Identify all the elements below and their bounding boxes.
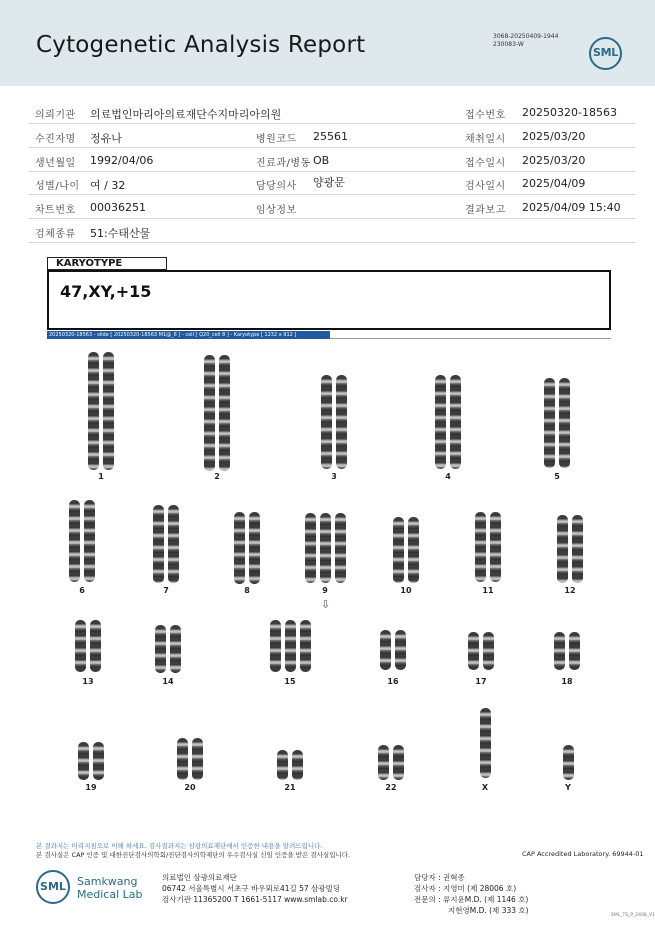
chromosome-2-label: 2: [214, 472, 220, 481]
chromosome-11-copy: [490, 512, 501, 582]
department-value: OB: [313, 154, 330, 167]
chromosome-y-copy: [563, 745, 574, 780]
chromosome-22-copy: [378, 745, 389, 780]
sex-age-label: 성별/나이: [35, 181, 80, 192]
chromosome-21-label: 21: [284, 783, 296, 792]
document-code: SML_TS_P_2408_V1: [611, 913, 655, 918]
chromosome-13-label: 13: [82, 677, 94, 686]
chromosome-7-copy: [168, 505, 179, 583]
chromosome-10-label: 10: [400, 586, 412, 595]
chromosome-13-copy: [90, 620, 101, 672]
chromosome-18-copy: [569, 632, 580, 670]
patient-name-label: 수진자명: [35, 134, 76, 145]
chromosome-20-copy: [192, 738, 203, 780]
hospital-code-value: 25561: [313, 130, 348, 143]
chromosome-9-copy: [320, 513, 331, 583]
chromosome-4-copy: [435, 375, 446, 469]
chromosome-10-copy: [408, 517, 419, 583]
chromosome-1-copy: [88, 352, 99, 470]
chromosome-15-label: 15: [284, 677, 296, 686]
brand-name-line-2: Medical Lab: [77, 888, 143, 901]
doctor-label: 담당의사: [256, 181, 297, 192]
chromosome-18-label: 18: [561, 677, 573, 686]
chromosome-22-copy: [393, 745, 404, 780]
arrow-down-icon: ⇩: [321, 598, 331, 611]
chromosome-2-copy: [219, 355, 230, 471]
chromosome-17-label: 17: [475, 677, 487, 686]
sml-logo-text: SML: [593, 46, 618, 59]
chromosome-17-copy: [468, 632, 479, 670]
receipt-no-value: 20250320-18563: [522, 106, 617, 119]
clinical-label: 임상정보: [256, 205, 297, 216]
org-name: 의료법인 삼광의료재단: [162, 873, 237, 882]
chromosome-20-copy: [177, 738, 188, 780]
chromosome-4-label: 4: [445, 472, 451, 481]
brand-name-line-1: Samkwang: [77, 875, 138, 888]
specimen-value: 51:수태산물: [90, 227, 151, 240]
chromosome-6-copy: [84, 500, 95, 582]
chromosome-3-copy: [321, 375, 332, 469]
chromosome-4-copy: [450, 375, 461, 469]
chromosome-1-copy: [103, 352, 114, 470]
slide-info-bar: 20250320-18563 - slide [ 20250320-18563 M1@_6 ] - cell [ Q20_cell 8 ] - Karyotype [ 1232 x 912 ]: [47, 331, 330, 339]
chromosome-14-copy: [170, 625, 181, 673]
chromosome-16-copy: [395, 630, 406, 670]
chromosome-9-copy: [335, 513, 346, 583]
sex-age-value: 여 / 32: [90, 179, 126, 192]
birth-label: 생년월일: [35, 158, 76, 169]
chromosome-6-copy: [69, 500, 80, 582]
test-date-value: 2025/04/09: [522, 177, 586, 190]
chromosome-15-copy: [270, 620, 281, 672]
chart-no-label: 차트번호: [35, 205, 76, 216]
chromosome-14-label: 14: [162, 677, 174, 686]
chromosome-18-copy: [554, 632, 565, 670]
chromosome-7-label: 7: [163, 586, 169, 595]
hospital-code-label: 병원코드: [256, 134, 297, 145]
chromosome-3-copy: [336, 375, 347, 469]
chromosome-x-copy: [480, 708, 491, 778]
patient-name-value: 정유나: [90, 132, 122, 145]
info-row-patient: [28, 124, 636, 148]
chromosome-12-copy: [557, 515, 568, 583]
chromosome-9-label: 9: [322, 586, 328, 595]
receipt-date-label: 접수일시: [465, 158, 506, 169]
org-address: 06742 서울특별시 서초구 바우뫼로41길 57 삼광빌딩: [162, 884, 341, 893]
chromosome-19-copy: [93, 742, 104, 780]
department-label: 진료과/병동: [256, 158, 311, 169]
institution-value: 의료법인마리아의료재단수지마리아의원: [90, 108, 282, 121]
chromosome-20-label: 20: [184, 783, 196, 792]
chromosome-21-copy: [292, 750, 303, 780]
chromosome-22-label: 22: [385, 783, 397, 792]
chromosome-11-copy: [475, 512, 486, 582]
chromosome-5-copy: [544, 378, 555, 468]
info-row-chart: [28, 195, 636, 219]
chromosome-12-label: 12: [564, 586, 576, 595]
samkwang-logo-mark: SML: [40, 880, 66, 893]
chromosome-1-label: 1: [98, 472, 104, 481]
collection-date-value: 2025/03/20: [522, 130, 586, 143]
info-row-institution: [28, 100, 636, 124]
karyotype-result: 47,XY,+15: [60, 282, 152, 301]
staff-specialist-2: 지현영M.D. (제 333 호): [448, 906, 529, 915]
slide-info-divider: [330, 338, 611, 339]
report-code-line-2: 230083-W: [493, 41, 524, 48]
info-row-birth: [28, 148, 636, 172]
chart-no-value: 00036251: [90, 201, 146, 214]
chromosome-8-label: 8: [244, 586, 250, 595]
chromosome-10-copy: [393, 517, 404, 583]
staff-manager: 담당자 : 권혁종: [414, 873, 465, 882]
result-report-label: 결과보고: [465, 205, 506, 216]
doctor-value: 양광문: [313, 176, 345, 189]
chromosome-15-copy: [300, 620, 311, 672]
institution-label: 의뢰기관: [35, 110, 76, 121]
karyotype-tab: KARYOTYPE: [47, 257, 167, 270]
chromosome-12-copy: [572, 515, 583, 583]
chromosome-2-copy: [204, 355, 215, 471]
staff-specialist-1: 전문의 : 류지윤M.D. (제 1146 호): [414, 895, 529, 904]
report-title: Cytogenetic Analysis Report: [36, 32, 366, 58]
chromosome-13-copy: [75, 620, 86, 672]
collection-date-label: 채취일시: [465, 134, 506, 145]
chromosome-17-copy: [483, 632, 494, 670]
receipt-date-value: 2025/03/20: [522, 154, 586, 167]
birth-value: 1992/04/06: [90, 154, 154, 167]
staff-technician: 검사자 : 지영미 (제 28006 호): [414, 884, 517, 893]
specimen-label: 검체종류: [35, 229, 76, 240]
chromosome-21-copy: [277, 750, 288, 780]
chromosome-8-copy: [249, 512, 260, 584]
chromosome-19-label: 19: [85, 783, 97, 792]
report-code-line-1: 3068-20250409-1944: [493, 33, 559, 40]
chromosome-19-copy: [78, 742, 89, 780]
chromosome-7-copy: [153, 505, 164, 583]
chromosome-15-copy: [285, 620, 296, 672]
chromosome-x-label: X: [481, 783, 489, 792]
chromosome-16-label: 16: [387, 677, 399, 686]
org-contact: 검사기관 11365200 T 1661-5117 www.smlab.co.kr: [162, 895, 348, 904]
test-date-label: 검사일시: [465, 181, 506, 192]
chromosome-y-label: Y: [565, 783, 571, 792]
cap-accreditation: CAP Accredited Laboratory. 69944-01: [522, 850, 644, 858]
chromosome-3-label: 3: [331, 472, 337, 481]
chromosome-16-copy: [380, 630, 391, 670]
chromosome-5-copy: [559, 378, 570, 468]
chromosome-5-label: 5: [554, 472, 560, 481]
chromosome-11-label: 11: [482, 586, 494, 595]
receipt-no-label: 접수번호: [465, 110, 506, 121]
chromosome-6-label: 6: [79, 586, 85, 595]
footer-notice-1: 본 결과지는 미리지침으로 이해 하세요. 검사결과지는 삼광의료재단에서 인증한 내용을 알려드립니다.: [36, 842, 323, 850]
info-row-specimen: [28, 219, 636, 243]
chromosome-9-copy: [305, 513, 316, 583]
info-row-sex-age: [28, 171, 636, 195]
result-report-value: 2025/04/09 15:40: [522, 201, 621, 214]
footer-notice-2: 본 검사실은 CAP 인증 및 대한진단검사의학회/진단검사의학재단의 우수검사실 신임 인증을 받은 검사실입니다.: [36, 851, 351, 859]
chromosome-14-copy: [155, 625, 166, 673]
chromosome-8-copy: [234, 512, 245, 584]
